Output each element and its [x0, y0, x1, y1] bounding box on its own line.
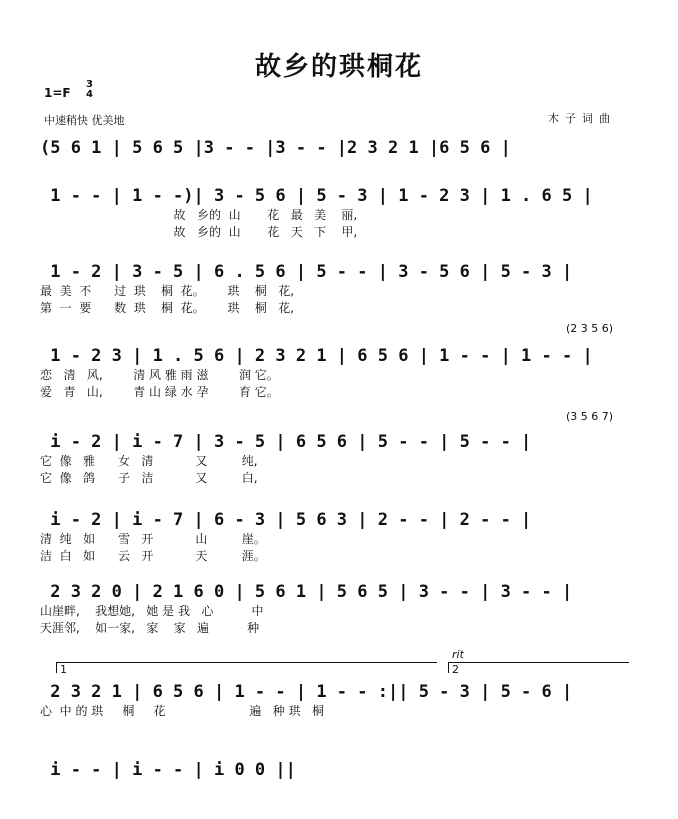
lyric-verse-2: 故 乡的 山 花 天 下 甲, [40, 225, 358, 239]
notes-line: i - 2 | i - 7 | 6 - 3 | 5 6 3 | 2 - - | 2 - - | [40, 510, 532, 530]
volta-number-1: 1 [60, 663, 67, 676]
song-title: 故乡的珙桐花 [254, 52, 423, 82]
volta-bracket-2 [448, 662, 629, 676]
lyric-verse-1: 最 美 不 过 珙 桐 花。 珙 桐 花, [40, 284, 295, 298]
hint-notes-2: (3 5 6 7) [566, 410, 614, 423]
time-signature [86, 80, 93, 100]
lyric-verse-1: 心 中 的 珙 桐 花 遍 种 珙 桐 [40, 704, 325, 718]
rit-marking: rit [452, 648, 464, 661]
score-row-7 [40, 582, 640, 636]
score-row-2 [40, 186, 640, 240]
lyric-verse-2: 它 像 鸽 子 洁 又 白, [40, 471, 258, 485]
notes-line: 1 - 2 3 | 1 . 5 6 | 2 3 2 1 | 6 5 6 | 1 - - | 1 - - | [40, 346, 593, 366]
notes-line: i - 2 | i - 7 | 3 - 5 | 6 5 6 | 5 - - | 5 - - | [40, 432, 532, 452]
score-row-1 [40, 138, 640, 158]
hint-notes-1: (2 3 5 6) [566, 322, 614, 335]
notes-line: 1 - 2 | 3 - 5 | 6 . 5 6 | 5 - - | 3 - 5 6 | 5 - 3 | [40, 262, 573, 282]
lyric-verse-1: 山崖畔, 我想她, 她 是 我 心 中 [40, 604, 264, 618]
score-row-5 [40, 432, 640, 486]
notes-line: 2 3 2 0 | 2 1 6 0 | 5 6 1 | 5 6 5 | 3 - - | 3 - - | [40, 582, 573, 602]
time-signature-top: 3 [86, 79, 93, 90]
volta-bracket-1 [56, 662, 437, 676]
score-row-9 [40, 760, 640, 780]
lyric-verse-1: 恋 清 风, 清 风 雅 雨 滋 润 它。 [40, 368, 279, 382]
volta-number-2: 2 [452, 663, 459, 676]
lyric-verse-2: 第 一 要 数 珙 桐 花。 珙 桐 花, [40, 301, 295, 315]
notes-line: (5 6 1 | 5 6 5 |3 - - |3 - - |2 3 2 1 |6 5 6 | [40, 138, 511, 158]
lyric-verse-2: 天涯邻, 如一家, 家 家 遍 种 [40, 621, 260, 635]
lyric-verse-1: 它 像 雅 女 清 又 纯, [40, 454, 258, 468]
notes-line: 2 3 2 1 | 6 5 6 | 1 - - | 1 - - :|| 5 - 3 | 5 - 6 | [40, 682, 573, 702]
lyric-verse-1: 故 乡的 山 花 最 美 丽, [40, 208, 358, 222]
key-signature: 1=F [44, 86, 71, 100]
time-signature-bottom: 4 [86, 89, 93, 100]
score-row-8 [40, 682, 640, 719]
author-credit: 木子词曲 [548, 112, 616, 125]
tempo-marking: 中速稍快 优美地 [44, 114, 125, 127]
notes-line: i - - | i - - | i 0 0 || [40, 760, 296, 780]
notes-line: 1 - - | 1 - -)| 3 - 5 6 | 5 - 3 | 1 - 2 3 | 1 . 6 5 | [40, 186, 593, 206]
lyric-verse-2: 爱 青 山, 青 山 绿 水 孕 育 它。 [40, 385, 279, 399]
score-row-6 [40, 510, 640, 564]
score-row-4 [40, 346, 640, 400]
score-row-3 [40, 262, 640, 316]
lyric-verse-1: 清 纯 如 雪 开 山 崖。 [40, 532, 266, 546]
lyric-verse-2: 洁 白 如 云 开 天 涯。 [40, 549, 266, 563]
